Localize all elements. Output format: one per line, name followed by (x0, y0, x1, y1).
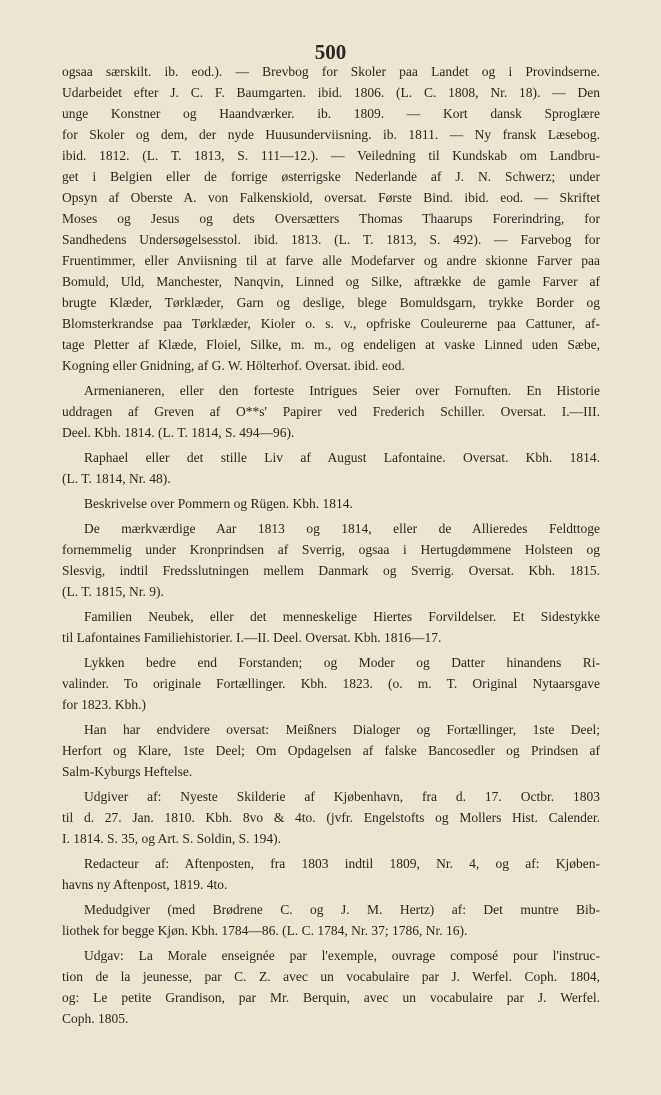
paragraph (62, 719, 600, 782)
text-line: unge Konstner og Haandværker. ib. 1809. — Kort dansk Sproglære (62, 106, 600, 121)
paragraph (62, 447, 600, 489)
text-line: Kogning eller Gnidning, af G. W. Hölterhof. Oversat. ibid. eod. (62, 358, 405, 373)
paragraph (62, 786, 600, 849)
text-line: De mærkværdige Aar 1813 og 1814, eller de Allieredes Feldttoge (84, 521, 600, 536)
text-line: Medudgiver (med Brødrene C. og J. M. Hertz) af: Det muntre Bib- (84, 902, 600, 917)
text-line: brugte Klæder, Tørklæder, Garn og deslige, blege Bomuldsgarn, trykke Border og (62, 295, 600, 310)
paragraph (62, 853, 600, 895)
text-line: Raphael eller det stille Liv af August Lafontaine. Oversat. Kbh. 1814. (84, 450, 600, 465)
text-line: I. 1814. S. 35, og Art. S. Soldin, S. 194). (62, 831, 282, 846)
text-line: for 1823. Kbh.) (62, 697, 146, 712)
text-line: og: Le petite Grandison, par Mr. Berquin, avec un vocabulaire par J. Werfel. (62, 990, 600, 1005)
text-line: Sandhedens Undersøgelsesstol. ibid. 1813. (L. T. 1813, S. 492). — Farvebog for (62, 232, 600, 247)
text-line: til Lafontaines Familiehistorier. I.—II. Deel. Oversat. Kbh. 1816—17. (62, 630, 442, 645)
paragraph (62, 518, 600, 602)
paragraph (62, 652, 600, 715)
paragraph (62, 899, 600, 941)
text-line: Udgav: La Morale enseignée par l'exemple, ouvrage composé pour l'instruc- (84, 948, 600, 963)
text-line: Udgiver af: Nyeste Skilderie af Kjøbenhavn, fra d. 17. Octbr. 1803 (84, 789, 600, 804)
text-line: valinder. To originale Fortællinger. Kbh. 1823. (o. m. T. Original Nytaarsgave (62, 676, 600, 691)
text-line: liothek for begge Kjøn. Kbh. 1784—86. (L. C. 1784, Nr. 37; 1786, Nr. 16). (62, 923, 468, 938)
text-line: Moses og Jesus og dets Oversætters Thomas Thaarups Forerindring, for (62, 211, 600, 226)
text-line: (L. T. 1814, Nr. 48). (62, 471, 171, 486)
text-line: Beskrivelse over Pommern og Rügen. Kbh. 1814. (84, 496, 353, 511)
text-line: Bomuld, Uld, Manchester, Nanqvin, Linned og Silke, aftrække de gamle Farver af (62, 274, 600, 289)
text-line: fornemmelig under Kronprindsen af Sverrig, ogsaa i Hertugdømmene Holsteen og (62, 542, 600, 557)
paragraph (62, 493, 600, 514)
text-line: havns ny Aftenpost, 1819. 4to. (62, 877, 228, 892)
text-line: Han har endvidere oversat: Meißners Dialoger og Fortællinger, 1ste Deel; (84, 722, 600, 737)
text-line: uddragen af Greven af O**s' Papirer ved Frederich Schiller. Oversat. I.—III. (62, 404, 600, 419)
text-line: til d. 27. Jan. 1810. Kbh. 8vo & 4to. (jvfr. Engelstofts og Mollers Hist. Calender. (62, 810, 600, 825)
paragraph (62, 606, 600, 648)
text-line: Herfort og Klare, 1ste Deel; Om Opdagelsen af falske Bancosedler og Prindsen af (62, 743, 600, 758)
paragraph (62, 945, 600, 1029)
text-line: get i Belgien eller de forrige østerrigske Nederlande af J. N. Schwerz; under (62, 169, 600, 184)
text-line: for Skoler og dem, der nyde Huusunderviisning. ib. 1811. — Ny fransk Læsebog. (62, 127, 600, 142)
text-line: Fruentimmer, eller Anviisning til at farve alle Modefarver og andre skionne Farver paa (62, 253, 600, 268)
page-body (62, 61, 600, 1029)
text-line: Coph. 1805. (62, 1011, 129, 1026)
text-line: Udarbeidet efter J. C. F. Baumgarten. ibid. 1806. (L. C. 1808, Nr. 18). — Den (62, 85, 600, 100)
paragraph (62, 380, 600, 443)
text-line: tage Pletter af Klæde, Floiel, Silke, m. m., og endeligen at vaske Linned uden Sæbe, (62, 337, 600, 352)
text-line: Lykken bedre end Forstanden; og Moder og Datter hinandens Ri- (84, 655, 600, 670)
text-line: Armenianeren, eller den forteste Intrigues Seier over Fornuften. En Historie (84, 383, 600, 398)
text-line: (L. T. 1815, Nr. 9). (62, 584, 164, 599)
text-line: Familien Neubek, eller det menneskelige Hiertes Forvildelser. Et Sidestykke (84, 609, 600, 624)
text-line: ogsaa særskilt. ib. eod.). — Brevbog for Skoler paa Landet og i Provindserne. (62, 64, 600, 79)
text-line: Blomsterkrandse paa Tørklæder, Kioler o. s. v., opfriske Couleurerne paa Cattuner, af- (62, 316, 600, 331)
text-line: Deel. Kbh. 1814. (L. T. 1814, S. 494—96). (62, 425, 295, 440)
text-line: tion de la jeunesse, par C. Z. avec un vocabulaire par J. Werfel. Coph. 1804, (62, 969, 600, 984)
page-number: 500 (314, 40, 347, 64)
text-line: Opsyn af Oberste A. von Falkenskiold, oversat. Første Bind. ibid. eod. — Skriftet (62, 190, 600, 205)
text-line: ibid. 1812. (L. T. 1813, S. 111—12.). — Veiledning til Kundskab om Landbru- (62, 148, 600, 163)
text-line: Slesvig, indtil Fredsslutningen mellem Danmark og Sverrig. Oversat. Kbh. 1815. (62, 563, 600, 578)
text-line: Salm-Kyburgs Heftelse. (62, 764, 193, 779)
paragraph (62, 61, 600, 376)
text-line: Redacteur af: Aftenposten, fra 1803 indtil 1809, Nr. 4, og af: Kjøben- (84, 856, 600, 871)
